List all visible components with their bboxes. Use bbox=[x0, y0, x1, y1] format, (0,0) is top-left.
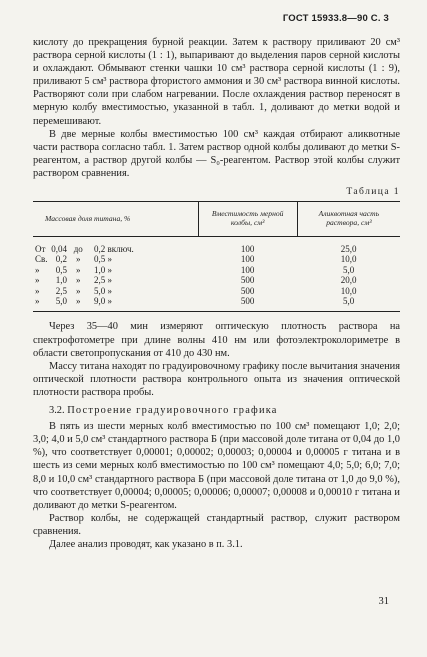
paragraph-3: Через 35—40 мин измеряют оптическую плотность раствора на спектрофотометре при длине волны 410 нм или фотоэлектроколориметре в области светопропускания от 410 до 430 нм. bbox=[33, 321, 400, 359]
flask-volume-cell: 100 bbox=[240, 254, 255, 265]
aliquot-cell: 20,0 bbox=[340, 275, 357, 286]
paragraph-1: кислоту до прекращения бурной реакции. Затем к раствору приливают 20 см³ раствора серной кислоты (1 : 1), выпаривают до выделения паров серной кислоты и охлаждают. Обмывают стенки чашки 10 см³ раствора серной кислоты (1 : 9), приливают 5 см³ раствора фтористого аммония и 30 см³ раствора винной кислоты. Растворяют соли при слабом нагревании. После охлаждения раствор переносят в мерную колбу вместимостью, указанной в табл. 1, доливают до метки водой и перемешивают. bbox=[33, 37, 400, 127]
range-part: 0,5 bbox=[55, 264, 67, 275]
table-header-aliquot: Аликвотная часть раствора, см³ bbox=[297, 202, 400, 237]
mass-fraction-cell bbox=[33, 254, 198, 264]
range-part: включ. bbox=[107, 244, 134, 255]
range-part: » bbox=[35, 296, 40, 307]
aliquot-cell: 10,0 bbox=[340, 254, 357, 265]
range-part: 9,0 bbox=[94, 296, 106, 307]
page-body bbox=[33, 36, 400, 551]
range-part: » bbox=[76, 296, 81, 307]
paragraph-4: Массу титана находят по градуировочному графику после вычитания значения оптической плотности раствора контрольного опыта из значения оптической плотности раствора пробы. bbox=[33, 360, 400, 398]
range-part: » bbox=[35, 264, 40, 275]
flask-volume-cell: 100 bbox=[240, 264, 255, 275]
mass-fraction-cell bbox=[33, 265, 198, 275]
range-part: » bbox=[107, 264, 112, 275]
paragraph-5: В пять из шести мерных колб вместимостью по 100 см³ помещают 1,0; 2,0; 3,0; 4,0 и 5,0 см³ стандартного раствора Б (при массовой доле титана от 0,04 до 1,0 %), что соответствует 0,00001; 0,00002; 0,00003; 0,00004 и 0,00005 г титана и в шесть из семи мерных колб вместимостью по 100 см³ помещают 4,0; 5,0; 6,0; 7,0; 8,0 и 10,0 см³ стандартного раствора Б (при массовой доле титана от 1,0 до 9,0 %), что соответствует 0,00004; 0,00005; 0,00006; 0,00007; 0,00008 и 0,00010 г титана и доливают до метки S-реагентом. bbox=[33, 421, 400, 511]
mass-fraction-cell bbox=[33, 275, 198, 285]
mass-fraction-cell bbox=[33, 286, 198, 296]
range-part: Св. bbox=[35, 254, 48, 265]
paragraph-2: В две мерные колбы вместимостью 100 см³ каждая отбирают аликвотные части раствора согласно табл. 1. Затем раствор одной колбы доливают до метки S-реагентом, а раствор другой колбы — S₀-реагентом. Раствор этой колбы служит раствором сравнения. bbox=[33, 128, 400, 179]
mass-fraction-cell bbox=[33, 296, 198, 312]
range-part: 2,5 bbox=[55, 285, 67, 296]
range-part: » bbox=[107, 285, 112, 296]
mass-fraction-cell bbox=[33, 237, 198, 255]
flask-volume-cell: 100 bbox=[240, 244, 255, 255]
section-title: Построение градуировочного графика bbox=[67, 405, 278, 417]
table-row bbox=[33, 254, 400, 264]
range-part: » bbox=[76, 264, 81, 275]
aliquot-cell: 10,0 bbox=[340, 285, 357, 296]
range-part: » bbox=[107, 254, 112, 265]
table-row bbox=[33, 296, 400, 312]
table-header-flask-volume: Вместимость мерной колбы, см³ bbox=[198, 202, 297, 237]
section-number: 3.2. bbox=[49, 405, 65, 417]
paragraph-6: Раствор колбы, не содержащей стандартный раствор, служит раствором сравнения. bbox=[33, 512, 400, 537]
range-part: От bbox=[35, 244, 46, 255]
table-header-mass-fraction: Массовая доля титана, % bbox=[33, 202, 198, 237]
range-part: » bbox=[107, 275, 112, 286]
range-part: 0,5 bbox=[94, 254, 106, 265]
range-part: 2,5 bbox=[94, 275, 106, 286]
range-part: » bbox=[35, 275, 40, 286]
range-part: 5,0 bbox=[55, 296, 67, 307]
aliquot-cell: 5,0 bbox=[342, 264, 355, 275]
range-part: » bbox=[76, 285, 81, 296]
paragraph-7: Далее анализ проводят, как указано в п. 3.1. bbox=[49, 538, 243, 550]
table-caption: Таблица 1 bbox=[346, 186, 400, 198]
flask-volume-cell: 500 bbox=[240, 275, 255, 286]
range-part: 1,0 bbox=[55, 275, 67, 286]
range-part: » bbox=[107, 296, 112, 307]
range-part: 5,0 bbox=[94, 285, 106, 296]
table-row bbox=[33, 286, 400, 296]
table-row bbox=[33, 265, 400, 275]
range-part: 0,2 bbox=[55, 254, 67, 265]
range-part: 0,2 bbox=[94, 244, 106, 255]
table-1 bbox=[33, 201, 400, 312]
range-part: » bbox=[76, 254, 81, 265]
table-row bbox=[33, 237, 400, 255]
aliquot-cell: 5,0 bbox=[297, 296, 400, 312]
section-heading bbox=[33, 404, 400, 417]
range-part: 1,0 bbox=[94, 264, 106, 275]
page-header: ГОСТ 15933.8—90 С. 3 bbox=[282, 13, 389, 24]
range-part: » bbox=[35, 285, 40, 296]
range-part: до bbox=[73, 244, 83, 255]
flask-volume-cell: 500 bbox=[240, 285, 255, 296]
table-row bbox=[33, 275, 400, 285]
range-part: 0,04 bbox=[51, 244, 67, 255]
aliquot-cell: 25,0 bbox=[340, 244, 357, 255]
page-number: 31 bbox=[378, 596, 389, 607]
flask-volume-cell: 500 bbox=[198, 296, 297, 312]
range-part: » bbox=[76, 275, 81, 286]
